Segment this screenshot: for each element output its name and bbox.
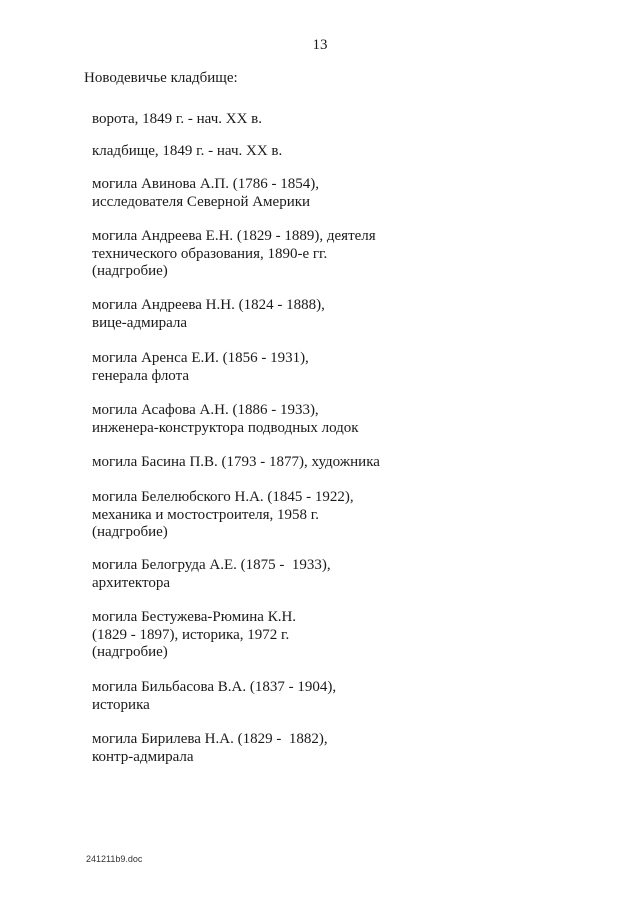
list-item (92, 609, 552, 662)
list-item (92, 143, 552, 161)
entry-line: (надгробие) (92, 263, 168, 279)
entry-line: генерала флота (92, 367, 190, 384)
entry-line: кладбище, 1849 г. - нач. XX в. (92, 143, 283, 159)
entry-line: могила Аренса Е.И. (1856 - 1931), (92, 350, 309, 366)
entry-line: (1829 - 1897), историка, 1972 г. (92, 626, 290, 643)
entry-line: историка (92, 696, 150, 713)
entry-line: архитектора (92, 574, 171, 591)
entry-line: вице-адмирала (92, 314, 188, 331)
entry-line: могила Асафова А.Н. (1886 - 1933), (92, 402, 319, 418)
entry-line: (надгробие) (92, 524, 168, 540)
entry-line: механика и мостостроителя, 1958 г. (92, 506, 319, 523)
entry-line: могила Андреева Е.Н. (1829 - 1889), деятеля (92, 228, 376, 244)
list-item (92, 111, 552, 129)
entry-line: могила Бильбасова В.А. (1837 - 1904), (92, 679, 337, 695)
list-item (92, 679, 552, 714)
entry-line: могила Басина П.В. (1793 - 1877), художника (92, 454, 380, 470)
list-item (92, 402, 552, 437)
entry-line: исследователя Северной Америки (92, 193, 311, 210)
list-item (92, 489, 552, 542)
list-item (92, 454, 552, 472)
list-item (92, 557, 552, 592)
page-number: 13 (312, 37, 328, 53)
entry-line: могила Андреева Н.Н. (1824 - 1888), (92, 297, 325, 313)
entry-line: ворота, 1849 г. - нач. XX в. (92, 111, 263, 127)
list-item (92, 350, 552, 385)
file-name-footer: 241211b9.doc (86, 854, 143, 864)
entry-line: контр-адмирала (92, 748, 194, 765)
entry-line: могила Бирилева Н.А. (1829 - 1882), (92, 731, 328, 747)
entry-line: могила Авинова А.П. (1786 - 1854), (92, 176, 319, 192)
list-item (92, 228, 552, 281)
section-heading: Новодевичье кладбище: (84, 70, 238, 86)
entry-line: (надгробие) (92, 644, 168, 660)
entry-line: могила Белелюбского Н.А. (1845 - 1922), (92, 489, 354, 505)
entry-line: могила Белогруда А.Е. (1875 - 1933), (92, 557, 331, 573)
entry-line: могила Бестужева-Рюмина К.Н. (92, 609, 297, 625)
list-item (92, 731, 552, 766)
list-item (92, 176, 552, 211)
entry-line: инженера-конструктора подводных лодок (92, 419, 359, 436)
list-item (92, 297, 552, 332)
entry-line: технического образования, 1890-е гг. (92, 245, 328, 262)
